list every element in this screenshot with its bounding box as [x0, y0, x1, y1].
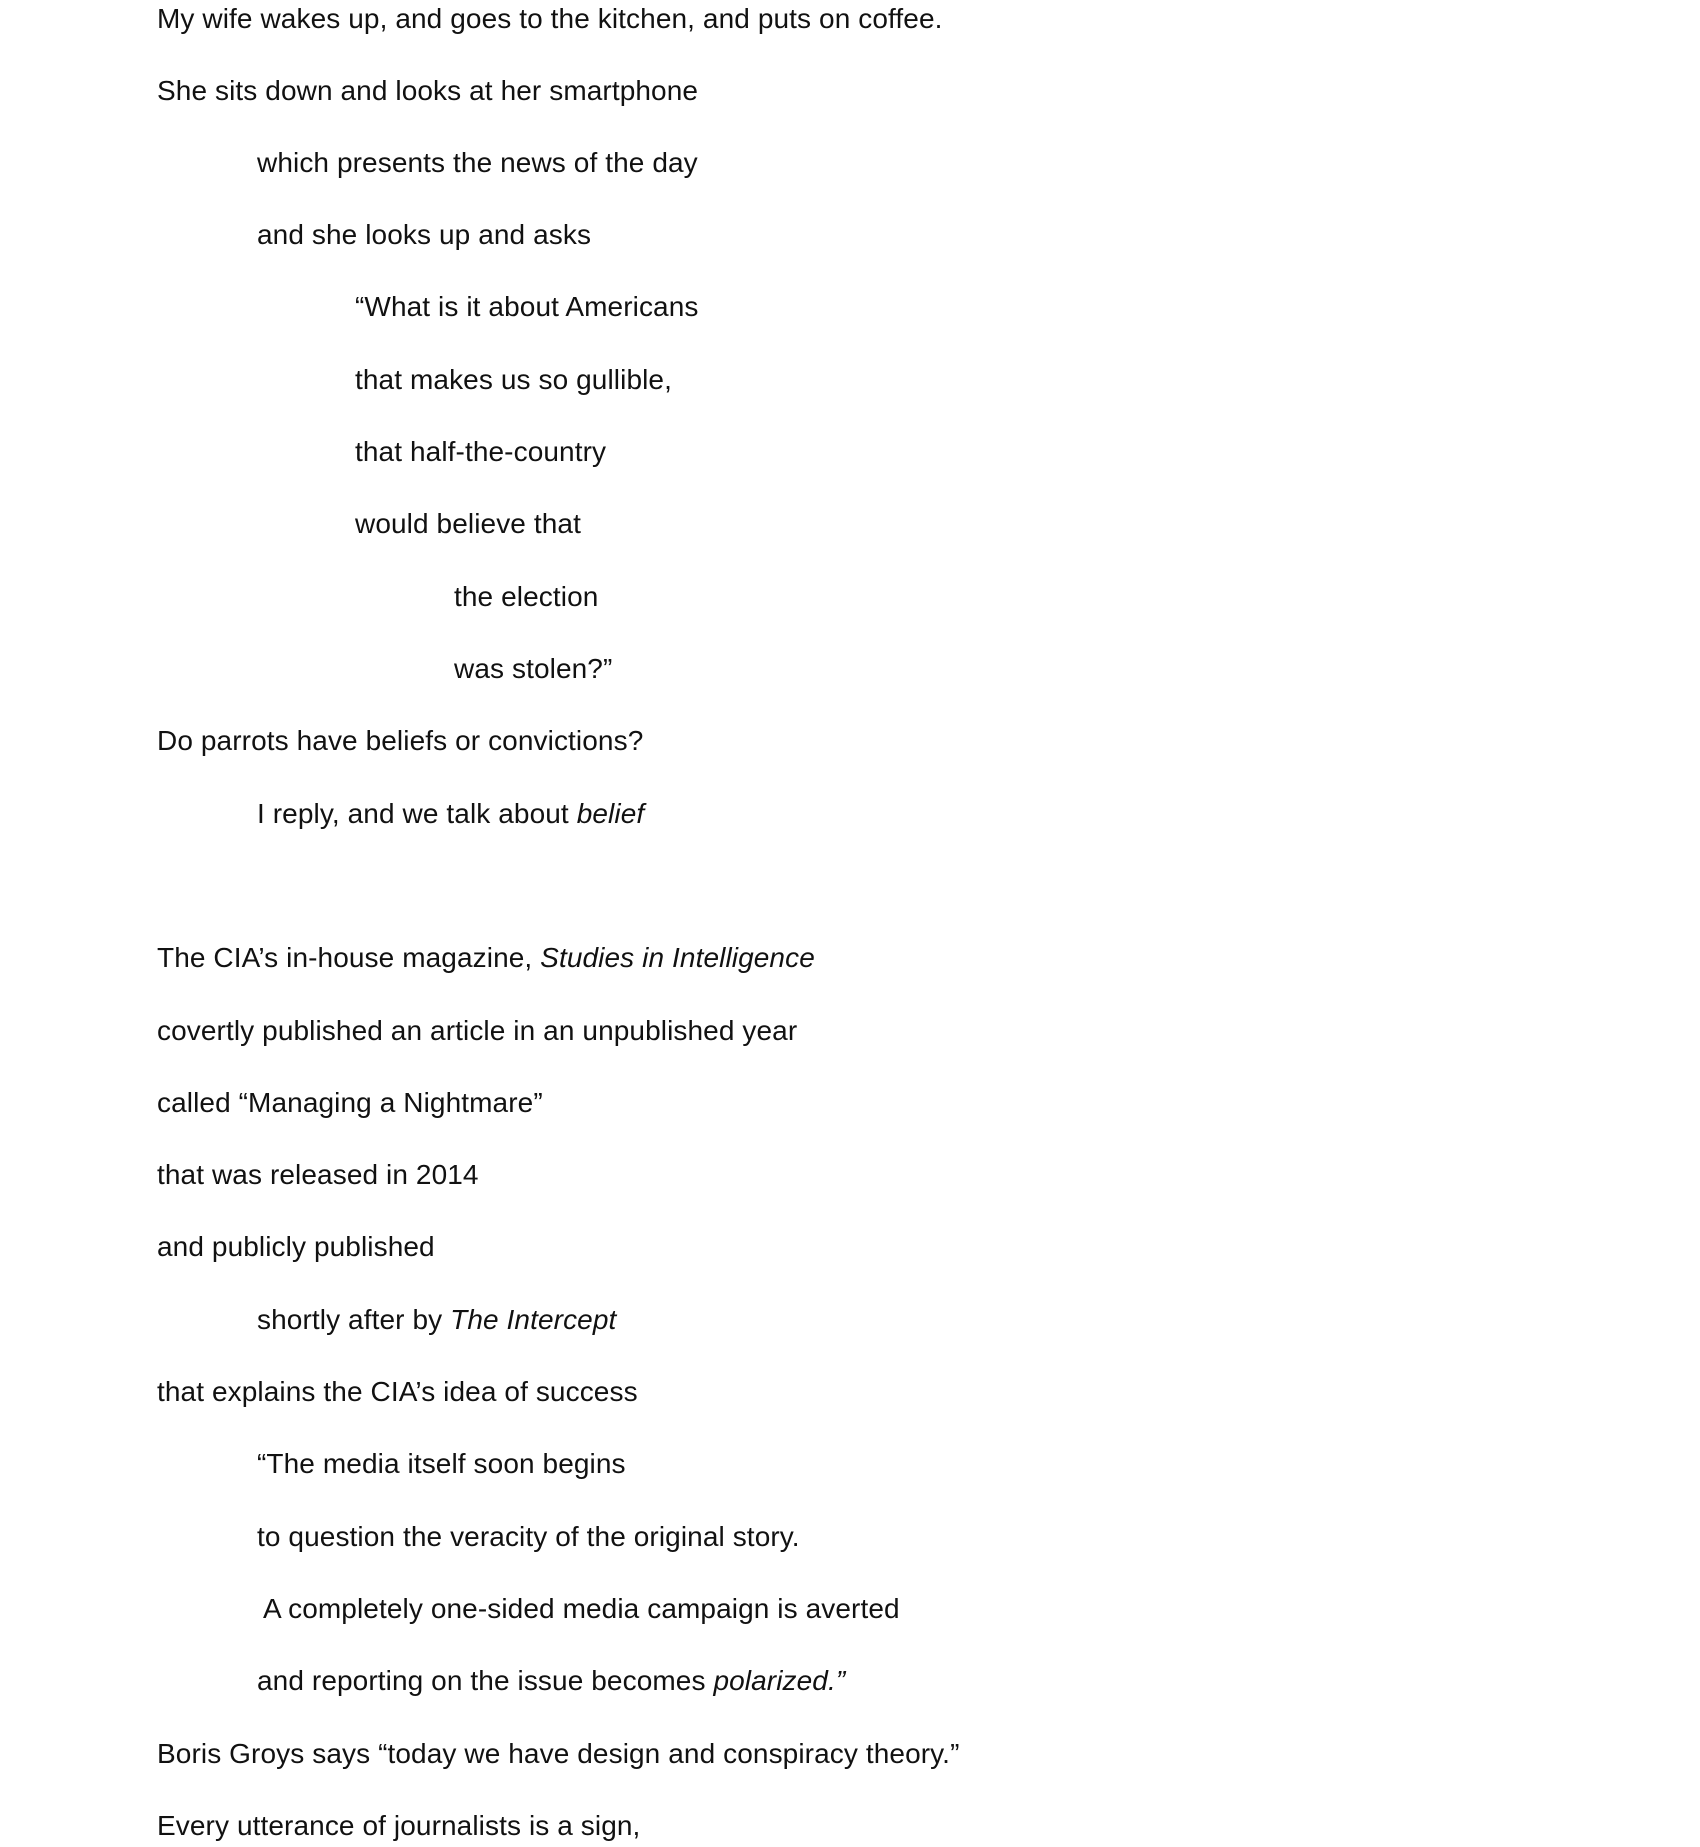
italic-text: polarized.” [713, 1665, 846, 1696]
poem-line: which presents the news of the day [257, 147, 698, 178]
poem-line: “What is it about Americans [355, 291, 699, 322]
poem-line: to question the veracity of the original story. [257, 1521, 800, 1552]
poem-line: that makes us so gullible, [355, 364, 672, 395]
poem-line: A completely one-sided media campaign is averted [263, 1593, 900, 1624]
poem-line: the election [454, 581, 599, 612]
poem-line: that explains the CIA’s idea of success [157, 1376, 638, 1407]
italic-title: Studies in Intelligence [540, 942, 815, 973]
poem-line: called “Managing a Nightmare” [157, 1087, 543, 1118]
line-text: shortly after by [257, 1304, 451, 1335]
italic-title: The Intercept [450, 1304, 617, 1335]
poem-line: was stolen?” [454, 653, 613, 684]
poem-line [257, 797, 644, 831]
italic-text: belief [576, 798, 645, 829]
poem-line: Do parrots have beliefs or convictions? [157, 725, 644, 756]
poem-line: Boris Groys says “today we have design and conspiracy theory.” [157, 1738, 960, 1769]
poem-line: “The media itself soon begins [257, 1448, 626, 1479]
poem-line: would believe that [355, 508, 581, 539]
poem-line: and publicly published [157, 1231, 435, 1262]
poem-line: that half-the-country [355, 436, 607, 467]
line-text: I reply, and we talk about [257, 798, 577, 829]
line-text: The CIA’s in-house magazine, [157, 942, 541, 973]
poem-line: She sits down and looks at her smartphone [157, 75, 699, 106]
poem-line: covertly published an article in an unpublished year [157, 1015, 798, 1046]
line-text: and reporting on the issue becomes [257, 1665, 714, 1696]
poem-line: that was released in 2014 [157, 1159, 479, 1190]
poem-line: and she looks up and asks [257, 219, 592, 250]
poem-line: My wife wakes up, and goes to the kitchen, and puts on coffee. [157, 3, 943, 34]
poem-line [257, 1303, 616, 1337]
poem-line [157, 941, 815, 975]
poem-line [257, 1664, 845, 1698]
poem-line: Every utterance of journalists is a sign, [157, 1810, 641, 1841]
